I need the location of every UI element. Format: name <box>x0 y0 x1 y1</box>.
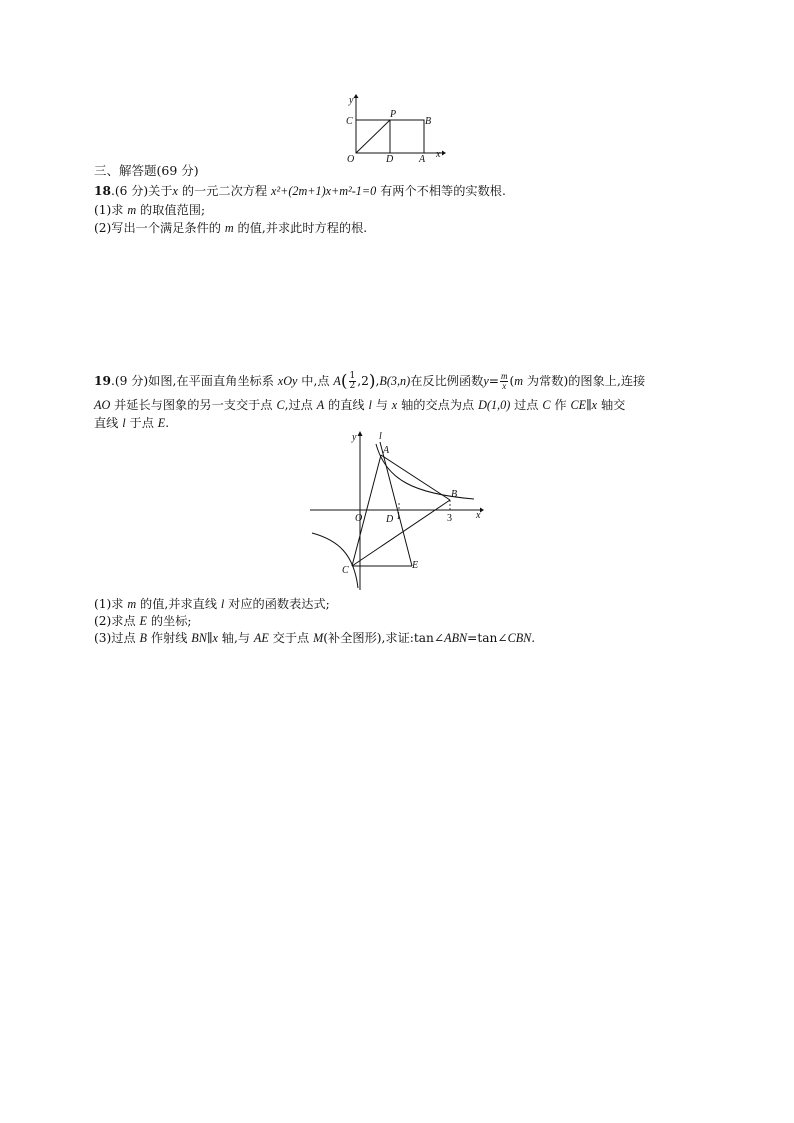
q19-var: B(3,n) <box>379 374 411 388</box>
q19-var: y <box>483 374 489 388</box>
q19-part3-text: ∥ <box>206 631 213 645</box>
q19-text: 与 <box>371 398 392 412</box>
line-l <box>380 442 412 566</box>
q18-part1-text: 的取值范围; <box>136 203 206 217</box>
q19-var: l <box>122 416 126 430</box>
q19-number: 19 <box>94 374 111 388</box>
q19-part3-text: (补全图形),求证:tan∠ <box>323 631 445 645</box>
q18-var-m: m <box>127 203 137 217</box>
q18-score: .(6 分) <box>110 184 149 198</box>
q19-var: ABN <box>444 631 468 645</box>
q19-text: 中,点 <box>297 374 334 388</box>
q19-var: m <box>514 374 524 388</box>
q19-text: = <box>488 374 499 388</box>
q19-part2-text: (2)求点 <box>94 614 140 628</box>
label-A: A <box>383 445 390 456</box>
q18-part2 <box>94 220 367 236</box>
label-x: x <box>476 510 481 521</box>
q19-var: C <box>542 398 551 412</box>
q19-var: CBN <box>507 631 532 645</box>
q19-paren-open: ( <box>340 371 348 392</box>
label-D: D <box>386 154 394 164</box>
fraction-denominator: 2 <box>349 381 356 391</box>
q18-part1-text: (1)求 <box>94 203 128 217</box>
q18-text: 有两个不相等的实数根. <box>376 184 506 198</box>
q19-text: 并延长与图象的另一支交于点 <box>110 398 277 412</box>
q19-var: x <box>212 631 218 645</box>
q19-var: l <box>220 597 225 611</box>
q19-part3-text: =tan∠ <box>467 631 508 645</box>
q19-stem-line3 <box>94 415 169 431</box>
q19-part1-text: 对应的函数表达式; <box>224 597 330 611</box>
q19-var: AO <box>94 398 111 412</box>
q19-text: 于点 <box>125 416 158 430</box>
q19-part3-text: 作射线 <box>146 631 192 645</box>
q19-part3-text: 交于点 <box>268 631 314 645</box>
label-O: O <box>347 154 355 164</box>
section-title <box>94 163 199 179</box>
q18-number: 18 <box>94 184 111 198</box>
q19-var: B <box>139 631 147 645</box>
q18-stem <box>94 183 506 199</box>
q19-var: l <box>368 398 372 412</box>
q18-var-m: m <box>224 221 234 235</box>
q19-text: ,2 <box>357 374 369 388</box>
q19-part1-text: 的值,并求直线 <box>136 597 221 611</box>
q19-text: ( <box>509 374 515 388</box>
hyperbola-branch-1 <box>376 444 474 499</box>
y-axis-arrow <box>358 431 363 436</box>
segment-AB <box>381 455 450 500</box>
q18-var: x <box>172 184 178 198</box>
q19-var: x <box>591 398 598 412</box>
label-D: D <box>386 514 394 525</box>
label-y: y <box>352 432 357 443</box>
q19-var: BN <box>191 631 207 645</box>
q19-fraction-m-over-x <box>500 372 509 391</box>
label-C: C <box>346 116 353 127</box>
q18-part1 <box>94 202 205 218</box>
q19-text: 轴交 <box>597 398 626 412</box>
q19-text: 轴的交点为点 <box>397 398 479 412</box>
label-P: P <box>390 109 397 120</box>
q19-var: M <box>313 631 324 645</box>
q19-var: E <box>157 416 166 430</box>
q19-var: xOy <box>277 374 298 388</box>
q19-text: . <box>165 416 170 430</box>
q19-text: 为常数)的图象上,连接 <box>523 374 646 388</box>
q19-part1 <box>94 596 330 612</box>
label-B: B <box>451 489 458 500</box>
hyperbola-branch-2 <box>312 533 358 588</box>
top-figure <box>340 92 450 164</box>
q18-part2-text: 的值,并求此时方程的根. <box>233 221 368 235</box>
q19-text: 在反比例函数 <box>410 374 484 388</box>
q19-var: E <box>139 614 147 628</box>
q19-var: C <box>276 398 285 412</box>
q19-text: 直线 <box>94 416 123 430</box>
label-y: y <box>349 95 354 106</box>
q19-stem-line1 <box>94 372 645 391</box>
q18-text: 的一元二次方程 <box>177 184 272 198</box>
q19-part3-text: 轴,与 <box>217 631 254 645</box>
section-title-text: 三、解答题(69 分) <box>94 163 199 178</box>
q19-text: ∥ <box>586 398 592 412</box>
q19-part1-text: (1)求 <box>94 597 128 611</box>
label-x: x <box>436 149 441 160</box>
label-three: 3 <box>447 513 452 524</box>
q19-var: CE <box>570 398 587 412</box>
q19-var: A <box>333 374 341 388</box>
fraction-numerator: m <box>500 371 508 381</box>
fraction-denominator: x <box>502 381 507 391</box>
q18-part2-text: (2)写出一个满足条件的 <box>94 221 225 235</box>
q19-text: ,过点 <box>284 398 317 412</box>
q19-paren-close: ) <box>368 371 376 392</box>
label-O: O <box>355 513 363 524</box>
q19-fraction-half <box>349 372 357 391</box>
label-l: l <box>379 431 382 442</box>
q19-part3-text: . <box>531 631 536 645</box>
q18-text: 关于 <box>148 184 173 198</box>
label-A: A <box>419 154 426 164</box>
q19-part3 <box>94 630 535 646</box>
q19-text: 过点 <box>510 398 543 412</box>
q19-part2-text: 的坐标; <box>146 614 192 628</box>
q19-var: x <box>391 398 398 412</box>
q19-text: 的直线 <box>324 398 369 412</box>
q19-figure <box>308 428 494 594</box>
x-axis-arrow <box>480 508 484 513</box>
q19-var: D(1,0) <box>478 398 511 412</box>
q19-text: 作 <box>550 398 571 412</box>
q19-stem-line2 <box>94 397 625 413</box>
q19-text: 如图,在平面直角坐标系 <box>148 374 278 388</box>
label-E: E <box>412 560 419 571</box>
q19-var: AE <box>253 631 269 645</box>
q19-part3-text: (3)过点 <box>94 631 140 645</box>
q19-text: , <box>375 374 380 388</box>
fraction-numerator: 1 <box>349 371 356 381</box>
q19-var: A <box>316 398 325 412</box>
label-one: 1 <box>396 511 401 522</box>
label-C: C <box>342 565 349 576</box>
q19-part2 <box>94 613 192 629</box>
label-B: B <box>425 116 432 127</box>
q19-score: .(9 分) <box>110 374 149 388</box>
q18-equation: x²+(2m+1)x+m²-1=0 <box>271 184 377 198</box>
q19-var: m <box>127 597 137 611</box>
